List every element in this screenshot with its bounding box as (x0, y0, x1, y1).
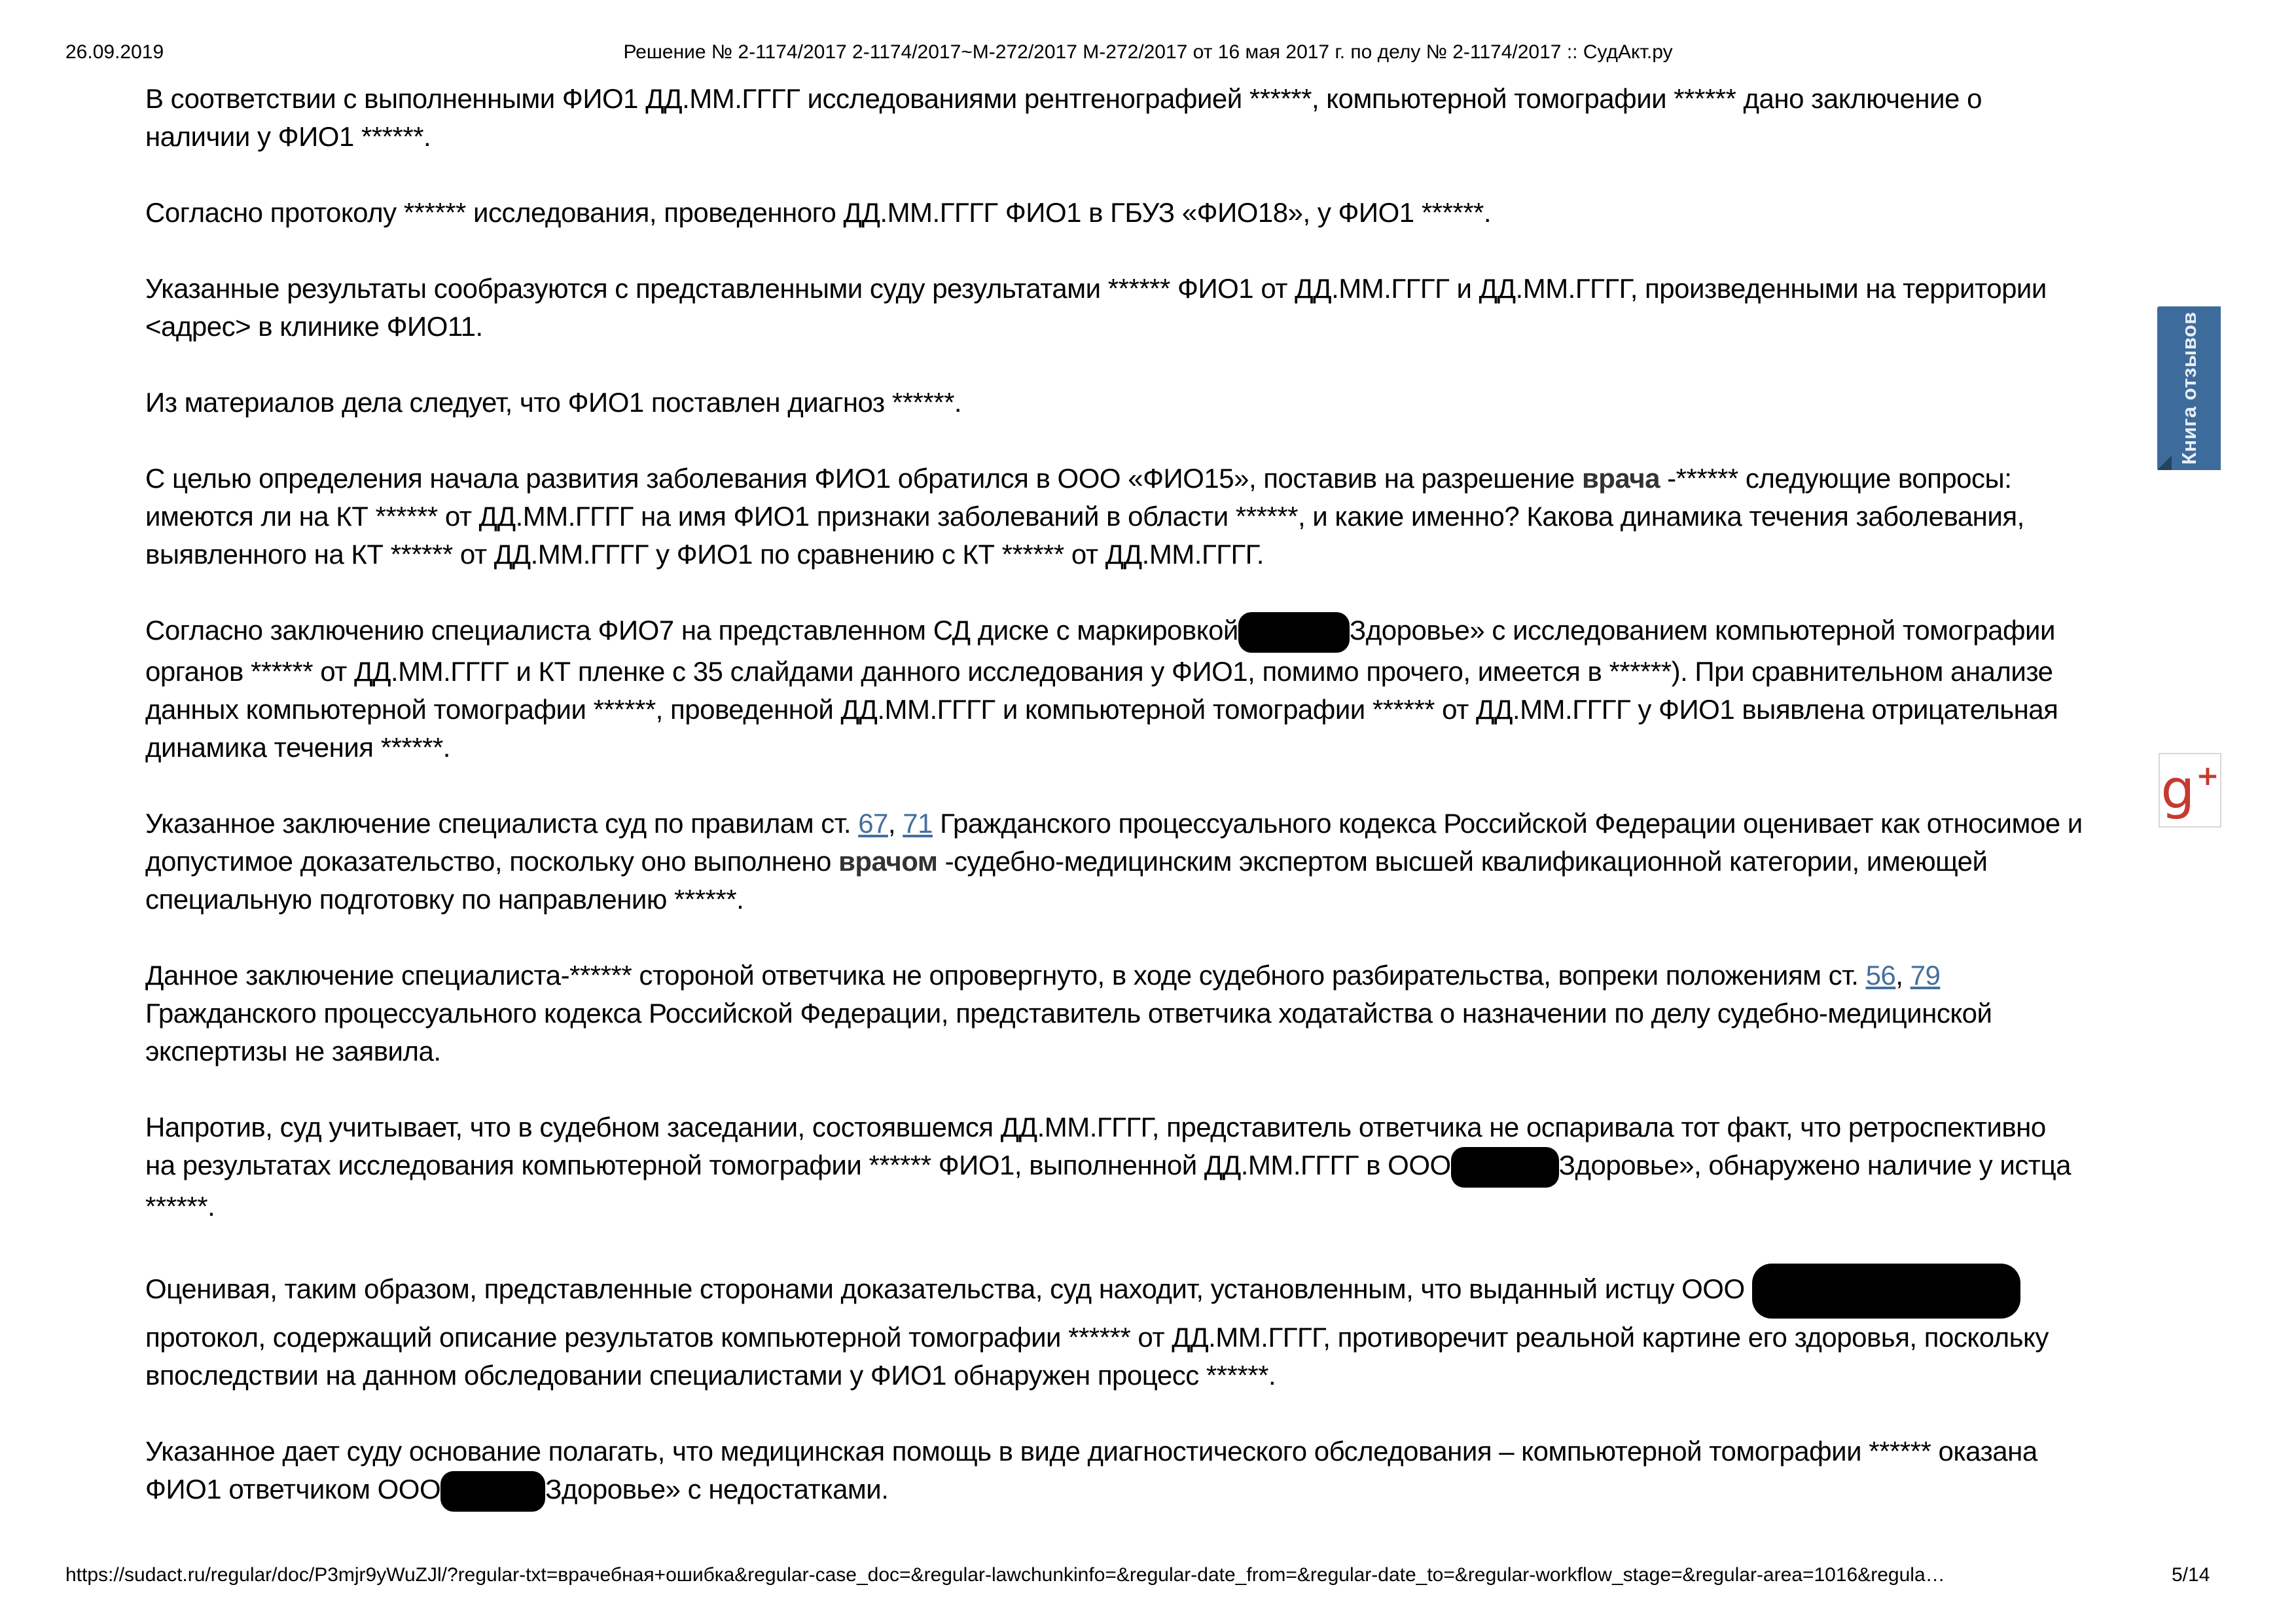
text-run: Оценивая, таким образом, представленные сторонами доказательства, суд находит, установленным, что выданный истцу ООО (145, 1273, 1752, 1304)
google-plus-icon-plus: + (2196, 759, 2219, 792)
text-run: Напротив, суд учитывает, что в судебном заседании, состоявшемся ДД.ММ.ГГГГ, представитель ответчика не оспаривала тот факт, что ретроспективно на результатах исследования компьютерной томографии ****** ФИО1, выполненной ДД.ММ.ГГГГ в ООО (145, 1111, 2046, 1180)
text-run: С целью определения начала развития заболевания ФИО1 обратился в ООО «ФИО15», поставив на разрешение (145, 463, 1582, 494)
google-plus-icon: g (2161, 759, 2195, 821)
redaction-box (1752, 1264, 2020, 1319)
text-run: Указанное заключение специалиста суд по правилам ст. (145, 807, 859, 839)
source-url: https://sudact.ru/regular/doc/P3mjr9yWuZJl/?regular-txt=врачебная+ошибка&regular-case_doc=&regular-lawchunkinfo=&regular-date_from=&regular-date_to=&regular-workflow_stage=&regular-area=1016&regula… (65, 1564, 1945, 1586)
paragraph (145, 1108, 2083, 1226)
statute-article-link[interactable]: 67 (858, 807, 888, 839)
text-run: -****** следующие вопросы: имеются ли на КТ ****** от ДД.ММ.ГГГГ на имя ФИО1 признаки заболеваний в области ******, и какие именно? Какова динамика течения заболевания, выявленного на КТ ****** от ДД.ММ.ГГГГ у ФИО1 по сравнению с КТ ****** от ДД.ММ.ГГГГ. (145, 463, 2024, 570)
text-run: Согласно заключению специалиста ФИО7 на представленном СД диске с маркировкой (145, 615, 1238, 646)
text-run: , (888, 807, 903, 839)
paragraph (145, 80, 2083, 156)
text-run: В соответствии с выполненными ФИО1 ДД.ММ.ГГГГ исследованиями рентгенографией ******, компьютерной томографии ****** дано заключение о наличии у ФИО1 ******. (145, 83, 1982, 152)
paragraph (145, 460, 2083, 574)
text-run: -судебно-медицинским экспертом высшей квалификационной категории, имеющей специальную подготовку по направлению ******. (145, 845, 1988, 915)
document-title: Решение № 2-1174/2017 2-1174/2017~М-272/2017 М-272/2017 от 16 мая 2017 г. по делу № 2-1174/2017 :: СудАкт.ру (623, 41, 1673, 63)
text-run: Согласно протоколу ****** исследования, проведенного ДД.ММ.ГГГГ ФИО1 в ГБУЗ «ФИО18», у ФИО1 ******. (145, 197, 1492, 228)
highlighted-search-term: врачом (838, 845, 938, 877)
paragraph (145, 957, 2083, 1070)
text-run: , (1895, 959, 1910, 991)
text-run: Здоровье» с недостатками. (545, 1473, 889, 1504)
paragraph (145, 1264, 2083, 1395)
text-run: Указанное дает суду основание полагать, что медицинская помощь в виде диагностического обследования – компьютерной томографии ****** оказана ФИО1 ответчиком ООО (145, 1435, 2037, 1504)
page-indicator: 5/14 (2172, 1564, 2210, 1586)
redaction-box (1238, 612, 1350, 653)
redaction-box (1451, 1147, 1559, 1188)
text-run: Данное заключение специалиста-****** стороной ответчика не опровергнуто, в ходе судебного разбирательства, вопреки положениям ст. (145, 959, 1866, 991)
text-run: Здоровье», обнаружено наличие у истца ******. (145, 1149, 2072, 1222)
text-run: Из материалов дела следует, что ФИО1 поставлен диагноз ******. (145, 387, 962, 418)
redaction-box (440, 1471, 545, 1512)
text-run: Здоровье» с исследованием компьютерной томографии органов ****** от ДД.ММ.ГГГГ и КТ пленке с 35 слайдами данного исследования у ФИО1, помимо прочего, имеется в ******). При сравнительном анализе данных компьютерной томографии ******, проведенной ДД.ММ.ГГГГ и компьютерной томографии ****** от ДД.ММ.ГГГГ у ФИО1 выявлена отрицательная динамика течения ******. (145, 615, 2058, 763)
paragraph (145, 611, 2083, 767)
paragraph (145, 1432, 2083, 1512)
highlighted-search-term: врача (1581, 463, 1660, 494)
text-run: Указанные результаты сообразуются с представленными суду результатами ****** ФИО1 от ДД.ММ.ГГГГ и ДД.ММ.ГГГГ, произведенными на территории <адрес> в клинике ФИО11. (145, 273, 2047, 342)
ribbon-fold-icon (2157, 456, 2172, 470)
statute-article-link[interactable]: 79 (1910, 959, 1941, 991)
print-date: 26.09.2019 (65, 41, 164, 63)
feedback-ribbon-label: Книга отзывов (2177, 312, 2200, 465)
statute-article-link[interactable]: 71 (903, 807, 933, 839)
text-run: Гражданского процессуального кодекса Российской Федерации оценивает как относимое и допустимое доказательство, поскольку оно выполнено (145, 807, 2083, 877)
paragraph (145, 384, 2083, 422)
google-plus-button[interactable] (2159, 753, 2221, 828)
paragraph (145, 270, 2083, 346)
paragraph (145, 194, 2083, 232)
feedback-ribbon-button[interactable] (2157, 306, 2221, 470)
text-run: протокол, содержащий описание результатов компьютерной томографии ****** от ДД.ММ.ГГГГ, противоречит реальной картине его здоровья, поскольку впоследствии на данном обследовании специалистами у ФИО1 обнаружен процесс ******. (145, 1321, 2049, 1391)
statute-article-link[interactable]: 56 (1865, 959, 1896, 991)
text-run: Гражданского процессуального кодекса Российской Федерации, представитель ответчика ходатайства о назначении по делу судебно-медицинской экспертизы не заявила. (145, 997, 1992, 1067)
document-body (145, 80, 2083, 1550)
paragraph (145, 805, 2083, 919)
